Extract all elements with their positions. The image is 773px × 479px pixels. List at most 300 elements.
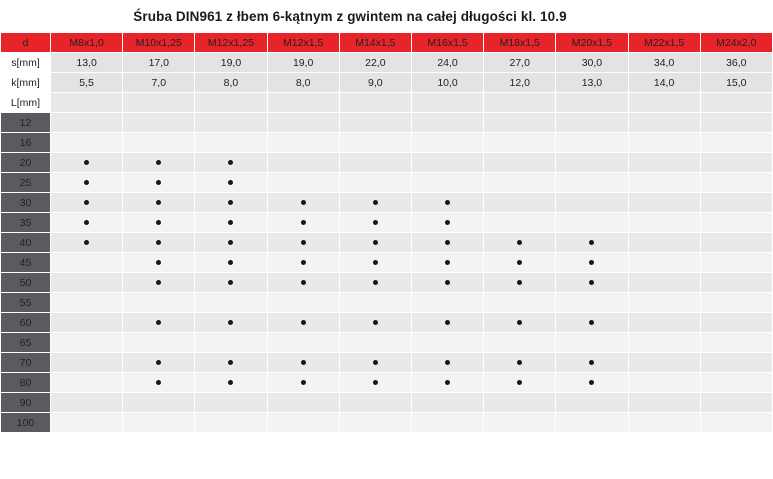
availability-dot-icon (373, 260, 378, 265)
availability-cell (484, 153, 556, 173)
availability-cell (195, 333, 267, 353)
row-label-length: 70 (1, 353, 51, 373)
row-label-length: 12 (1, 113, 51, 133)
table-row (1, 313, 773, 333)
availability-cell (556, 133, 628, 153)
availability-cell-marked (411, 233, 483, 253)
row-label-length: 100 (1, 413, 51, 433)
column-header: M24x2,0 (700, 33, 772, 53)
availability-cell (628, 373, 700, 393)
availability-cell (484, 113, 556, 133)
spec-value: 36,0 (700, 53, 772, 73)
availability-cell-marked (411, 353, 483, 373)
availability-cell (628, 273, 700, 293)
availability-dot-icon (156, 280, 161, 285)
availability-cell (484, 393, 556, 413)
availability-cell-marked (267, 313, 339, 333)
availability-cell-marked (484, 253, 556, 273)
availability-cell (628, 233, 700, 253)
availability-dot-icon (84, 200, 89, 205)
availability-cell (123, 393, 195, 413)
availability-cell (123, 113, 195, 133)
availability-dot-icon (156, 380, 161, 385)
availability-cell (51, 133, 123, 153)
availability-cell (51, 313, 123, 333)
availability-dot-icon (228, 360, 233, 365)
table-row (1, 133, 773, 153)
availability-cell (484, 413, 556, 433)
availability-cell-marked (123, 173, 195, 193)
availability-dot-icon (373, 200, 378, 205)
availability-cell-marked (339, 253, 411, 273)
availability-dot-icon (589, 320, 594, 325)
header-corner-label: d (1, 33, 51, 53)
length-header-spacer (628, 93, 700, 113)
availability-cell-marked (411, 273, 483, 293)
row-label-length: 65 (1, 333, 51, 353)
availability-cell (628, 153, 700, 173)
availability-cell (411, 393, 483, 413)
availability-cell (51, 273, 123, 293)
availability-cell (51, 113, 123, 133)
spec-value: 19,0 (195, 53, 267, 73)
availability-cell (628, 353, 700, 373)
availability-cell (339, 393, 411, 413)
table-row (1, 373, 773, 393)
row-label-length: 20 (1, 153, 51, 173)
length-header-spacer (484, 93, 556, 113)
table-row (1, 273, 773, 293)
availability-cell (700, 113, 772, 133)
availability-dot-icon (301, 380, 306, 385)
header-row (1, 33, 773, 53)
availability-dot-icon (228, 180, 233, 185)
page-title: Śruba DIN961 z łbem 6-kątnym z gwintem na całej długości kl. 10.9 (133, 9, 567, 24)
availability-cell (556, 113, 628, 133)
availability-cell (51, 393, 123, 413)
column-header: M14x1,5 (339, 33, 411, 53)
availability-cell-marked (556, 373, 628, 393)
availability-dot-icon (373, 320, 378, 325)
length-header-spacer (267, 93, 339, 113)
row-label-length: 50 (1, 273, 51, 293)
availability-cell-marked (195, 233, 267, 253)
spec-value: 12,0 (484, 73, 556, 93)
row-label-length: 16 (1, 133, 51, 153)
availability-dot-icon (156, 160, 161, 165)
availability-cell-marked (267, 233, 339, 253)
availability-dot-icon (84, 180, 89, 185)
availability-cell (339, 173, 411, 193)
availability-dot-icon (228, 200, 233, 205)
row-label-length: 30 (1, 193, 51, 213)
availability-dot-icon (445, 320, 450, 325)
availability-dot-icon (445, 380, 450, 385)
column-header: M16x1,5 (411, 33, 483, 53)
availability-cell (195, 133, 267, 153)
availability-dot-icon (156, 240, 161, 245)
availability-cell-marked (123, 153, 195, 173)
availability-cell (700, 293, 772, 313)
availability-dot-icon (517, 380, 522, 385)
availability-cell (123, 333, 195, 353)
availability-dot-icon (301, 260, 306, 265)
availability-dot-icon (589, 240, 594, 245)
availability-dot-icon (445, 220, 450, 225)
availability-cell-marked (267, 193, 339, 213)
availability-cell-marked (411, 253, 483, 273)
availability-cell-marked (123, 353, 195, 373)
length-header-spacer (700, 93, 772, 113)
spec-value: 19,0 (267, 53, 339, 73)
availability-cell (195, 413, 267, 433)
availability-cell (411, 333, 483, 353)
length-header-row (1, 93, 773, 113)
spec-row-k (1, 73, 773, 93)
table-body (1, 53, 773, 433)
availability-dot-icon (228, 380, 233, 385)
availability-dot-icon (445, 240, 450, 245)
availability-cell (339, 113, 411, 133)
availability-cell-marked (195, 373, 267, 393)
availability-dot-icon (156, 180, 161, 185)
spec-value: 8,0 (267, 73, 339, 93)
availability-cell (484, 193, 556, 213)
availability-cell (628, 133, 700, 153)
availability-cell-marked (195, 153, 267, 173)
spec-value: 17,0 (123, 53, 195, 73)
availability-cell-marked (195, 273, 267, 293)
spec-value: 5,5 (51, 73, 123, 93)
availability-cell-marked (123, 213, 195, 233)
availability-cell (51, 373, 123, 393)
availability-cell (195, 293, 267, 313)
availability-cell (700, 273, 772, 293)
availability-cell (267, 293, 339, 313)
availability-cell-marked (339, 193, 411, 213)
spec-value: 34,0 (628, 53, 700, 73)
availability-cell-marked (267, 213, 339, 233)
availability-dot-icon (445, 360, 450, 365)
availability-dot-icon (228, 240, 233, 245)
availability-cell (556, 193, 628, 213)
availability-cell (411, 293, 483, 313)
row-label-length: 60 (1, 313, 51, 333)
spec-value: 14,0 (628, 73, 700, 93)
availability-cell (556, 293, 628, 313)
availability-dot-icon (156, 260, 161, 265)
availability-cell (267, 173, 339, 193)
availability-cell-marked (411, 313, 483, 333)
row-label-length: 55 (1, 293, 51, 313)
availability-dot-icon (84, 240, 89, 245)
availability-cell-marked (195, 193, 267, 213)
availability-cell-marked (195, 313, 267, 333)
availability-cell (339, 413, 411, 433)
availability-cell-marked (484, 313, 556, 333)
row-label-length: 40 (1, 233, 51, 253)
availability-cell-marked (123, 193, 195, 213)
availability-cell (267, 393, 339, 413)
availability-cell-marked (51, 213, 123, 233)
spec-value: 24,0 (411, 53, 483, 73)
column-header: M22x1,5 (628, 33, 700, 53)
availability-cell (628, 393, 700, 413)
availability-cell (700, 133, 772, 153)
spec-value: 9,0 (339, 73, 411, 93)
availability-dot-icon (445, 200, 450, 205)
availability-cell (700, 153, 772, 173)
availability-dot-icon (373, 280, 378, 285)
spec-value: 7,0 (123, 73, 195, 93)
availability-cell (628, 113, 700, 133)
availability-cell-marked (556, 353, 628, 373)
availability-dot-icon (84, 160, 89, 165)
availability-cell-marked (267, 253, 339, 273)
availability-cell (267, 133, 339, 153)
availability-dot-icon (156, 200, 161, 205)
availability-cell-marked (556, 273, 628, 293)
availability-cell (628, 253, 700, 273)
availability-dot-icon (589, 260, 594, 265)
availability-cell (700, 253, 772, 273)
availability-cell (123, 413, 195, 433)
availability-cell (484, 213, 556, 233)
spec-value: 8,0 (195, 73, 267, 93)
availability-cell (339, 153, 411, 173)
availability-dot-icon (228, 160, 233, 165)
availability-cell (556, 173, 628, 193)
availability-cell (628, 173, 700, 193)
availability-dot-icon (301, 280, 306, 285)
availability-dot-icon (156, 320, 161, 325)
length-header-spacer (411, 93, 483, 113)
length-header-spacer (339, 93, 411, 113)
availability-cell-marked (556, 233, 628, 253)
availability-cell-marked (267, 273, 339, 293)
availability-cell-marked (123, 253, 195, 273)
availability-dot-icon (228, 260, 233, 265)
availability-dot-icon (589, 360, 594, 365)
availability-cell-marked (484, 273, 556, 293)
availability-cell (123, 293, 195, 313)
availability-dot-icon (517, 260, 522, 265)
availability-cell (339, 133, 411, 153)
availability-dot-icon (301, 200, 306, 205)
row-label-length: 25 (1, 173, 51, 193)
availability-cell-marked (411, 193, 483, 213)
availability-cell-marked (339, 213, 411, 233)
availability-dot-icon (301, 220, 306, 225)
availability-cell (556, 153, 628, 173)
availability-cell (628, 413, 700, 433)
table-row (1, 293, 773, 313)
specification-table (0, 32, 773, 433)
availability-dot-icon (301, 360, 306, 365)
availability-cell (628, 313, 700, 333)
spec-value: 13,0 (556, 73, 628, 93)
availability-cell (267, 413, 339, 433)
availability-cell-marked (195, 173, 267, 193)
availability-cell (700, 373, 772, 393)
availability-cell-marked (339, 353, 411, 373)
availability-cell-marked (484, 353, 556, 373)
availability-cell (700, 393, 772, 413)
availability-cell (51, 293, 123, 313)
availability-cell-marked (556, 313, 628, 333)
column-header: M12x1,5 (267, 33, 339, 53)
availability-cell (411, 173, 483, 193)
spec-value: 27,0 (484, 53, 556, 73)
length-header-spacer (123, 93, 195, 113)
availability-cell-marked (484, 373, 556, 393)
availability-cell-marked (339, 373, 411, 393)
availability-cell (628, 213, 700, 233)
availability-cell-marked (123, 233, 195, 253)
availability-dot-icon (373, 380, 378, 385)
availability-cell-marked (123, 373, 195, 393)
availability-cell-marked (267, 353, 339, 373)
spec-row-s (1, 53, 773, 73)
availability-dot-icon (156, 220, 161, 225)
spec-value: 30,0 (556, 53, 628, 73)
availability-cell (123, 133, 195, 153)
availability-dot-icon (517, 280, 522, 285)
table-row (1, 413, 773, 433)
availability-cell-marked (51, 173, 123, 193)
availability-cell-marked (51, 153, 123, 173)
availability-dot-icon (373, 240, 378, 245)
availability-cell (700, 353, 772, 373)
availability-dot-icon (445, 280, 450, 285)
availability-dot-icon (84, 220, 89, 225)
spec-value: 13,0 (51, 53, 123, 73)
availability-cell-marked (123, 313, 195, 333)
length-header-spacer (195, 93, 267, 113)
availability-cell (556, 393, 628, 413)
availability-dot-icon (445, 260, 450, 265)
availability-cell (700, 413, 772, 433)
availability-cell-marked (123, 273, 195, 293)
length-header-spacer (51, 93, 123, 113)
availability-cell (51, 333, 123, 353)
availability-dot-icon (228, 320, 233, 325)
table-row (1, 213, 773, 233)
availability-cell-marked (411, 373, 483, 393)
column-header: M8x1,0 (51, 33, 123, 53)
availability-cell (700, 313, 772, 333)
availability-cell (339, 293, 411, 313)
spec-value: 10,0 (411, 73, 483, 93)
column-header: M18x1,5 (484, 33, 556, 53)
availability-cell (700, 233, 772, 253)
availability-cell (484, 333, 556, 353)
table-row (1, 253, 773, 273)
availability-cell (267, 153, 339, 173)
table-header (1, 33, 773, 53)
column-header: M12x1,25 (195, 33, 267, 53)
length-header-spacer (556, 93, 628, 113)
column-header: M20x1,5 (556, 33, 628, 53)
availability-dot-icon (589, 280, 594, 285)
availability-cell-marked (51, 193, 123, 213)
availability-cell-marked (195, 213, 267, 233)
availability-cell (51, 253, 123, 273)
availability-cell (411, 113, 483, 133)
availability-cell (484, 173, 556, 193)
availability-cell (411, 413, 483, 433)
availability-cell (267, 333, 339, 353)
row-label-length: 90 (1, 393, 51, 413)
availability-dot-icon (517, 320, 522, 325)
table-row (1, 353, 773, 373)
table-row (1, 153, 773, 173)
column-header: M10x1,25 (123, 33, 195, 53)
availability-dot-icon (589, 380, 594, 385)
availability-cell-marked (411, 213, 483, 233)
availability-cell (700, 333, 772, 353)
availability-cell (556, 333, 628, 353)
availability-cell-marked (267, 373, 339, 393)
availability-cell (484, 293, 556, 313)
availability-cell (700, 173, 772, 193)
availability-cell (700, 193, 772, 213)
row-header-k: k[mm] (1, 73, 51, 93)
table-row (1, 233, 773, 253)
availability-cell (51, 413, 123, 433)
row-label-length: 80 (1, 373, 51, 393)
availability-cell (628, 293, 700, 313)
availability-cell (411, 133, 483, 153)
availability-dot-icon (228, 280, 233, 285)
availability-cell-marked (195, 353, 267, 373)
table-row (1, 173, 773, 193)
availability-cell-marked (339, 313, 411, 333)
spec-value: 22,0 (339, 53, 411, 73)
row-label-length: 45 (1, 253, 51, 273)
availability-cell-marked (556, 253, 628, 273)
table-row (1, 393, 773, 413)
availability-cell (51, 353, 123, 373)
availability-cell (484, 133, 556, 153)
availability-cell-marked (339, 273, 411, 293)
availability-dot-icon (517, 360, 522, 365)
availability-cell (556, 413, 628, 433)
availability-dot-icon (373, 360, 378, 365)
availability-cell-marked (195, 253, 267, 273)
row-label-length: 35 (1, 213, 51, 233)
table-row (1, 113, 773, 133)
availability-dot-icon (228, 220, 233, 225)
row-header-length: L[mm] (1, 93, 51, 113)
availability-dot-icon (301, 240, 306, 245)
availability-dot-icon (156, 360, 161, 365)
availability-dot-icon (301, 320, 306, 325)
availability-cell-marked (51, 233, 123, 253)
availability-cell-marked (339, 233, 411, 253)
availability-cell (195, 113, 267, 133)
availability-cell (195, 393, 267, 413)
table-row (1, 333, 773, 353)
availability-cell (628, 193, 700, 213)
table-row (1, 193, 773, 213)
availability-cell (267, 113, 339, 133)
availability-dot-icon (517, 240, 522, 245)
row-header-s: s[mm] (1, 53, 51, 73)
availability-cell (628, 333, 700, 353)
availability-cell (411, 153, 483, 173)
availability-cell (700, 213, 772, 233)
